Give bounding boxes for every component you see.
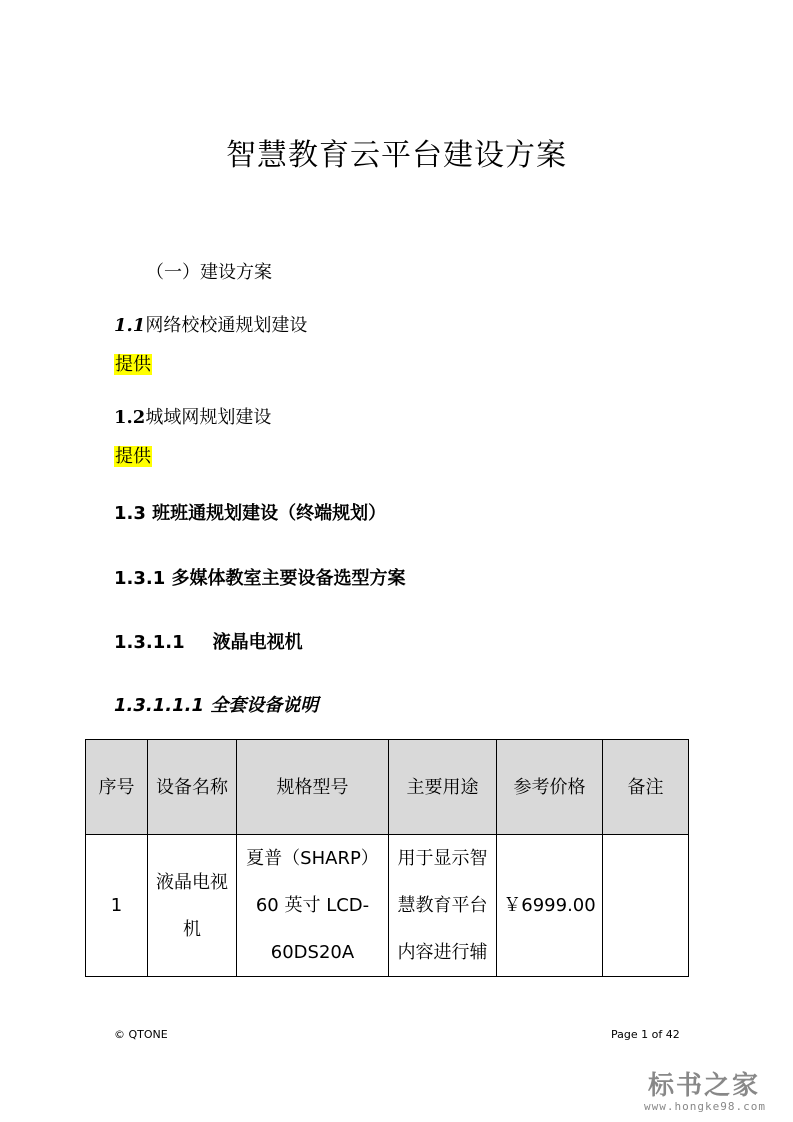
- cell-spec: 夏普（SHARP）60 英寸 LCD-60DS20A: [237, 835, 389, 977]
- heading-1-3-1: 1.3.1 多媒体教室主要设备选型方案: [114, 568, 406, 589]
- cell-name: 液晶电视机: [148, 835, 237, 977]
- heading-1-3-1-1-number: 1.3.1.1: [114, 632, 185, 653]
- heading-1-3-1-1: [114, 628, 303, 654]
- equipment-table: [85, 739, 689, 977]
- cell-note: [603, 835, 689, 977]
- watermark-url: www.hongke98.com: [644, 1100, 766, 1113]
- paragraph-1: [114, 350, 152, 376]
- heading-1-2-number: 1.2: [114, 407, 146, 428]
- heading-1-1-number: 1.1: [114, 315, 146, 336]
- heading-1-1-text: 网络校校通规划建设: [145, 315, 308, 336]
- table-header-row: [86, 740, 689, 835]
- column-header: 设备名称: [148, 740, 237, 835]
- heading-1-3: 1.3 班班通规划建设（终端规划）: [114, 503, 387, 524]
- column-header: 规格型号: [237, 740, 389, 835]
- heading-1-3-1-1-1: 1.3.1.1.1 全套设备说明: [114, 695, 319, 716]
- column-header: 序号: [86, 740, 148, 835]
- section-heading: （一）建设方案: [146, 262, 272, 283]
- highlighted-text: 提供: [115, 446, 151, 467]
- column-header: 主要用途: [389, 740, 497, 835]
- watermark-logo: 标书之家: [648, 1071, 761, 1101]
- cell-use: 用于显示智慧教育平台内容进行辅: [389, 835, 497, 977]
- heading-1-1: [114, 311, 307, 337]
- highlighted-text: 提供: [115, 354, 151, 375]
- column-header: 备注: [603, 740, 689, 835]
- footer-copyright: © QTONE: [114, 1028, 168, 1041]
- paragraph-2: [114, 442, 152, 468]
- footer-page-number: Page 1 of 42: [611, 1028, 680, 1041]
- table-row: [86, 835, 689, 977]
- cell-price: ￥6999.00: [497, 835, 603, 977]
- document-title: 智慧教育云平台建设方案: [226, 138, 567, 173]
- column-header: 参考价格: [497, 740, 603, 835]
- cell-no: 1: [86, 835, 148, 977]
- heading-1-3-1-1-text: 液晶电视机: [212, 632, 303, 653]
- heading-1-2-text: 城域网规划建设: [145, 407, 272, 428]
- heading-1-2: [114, 403, 271, 429]
